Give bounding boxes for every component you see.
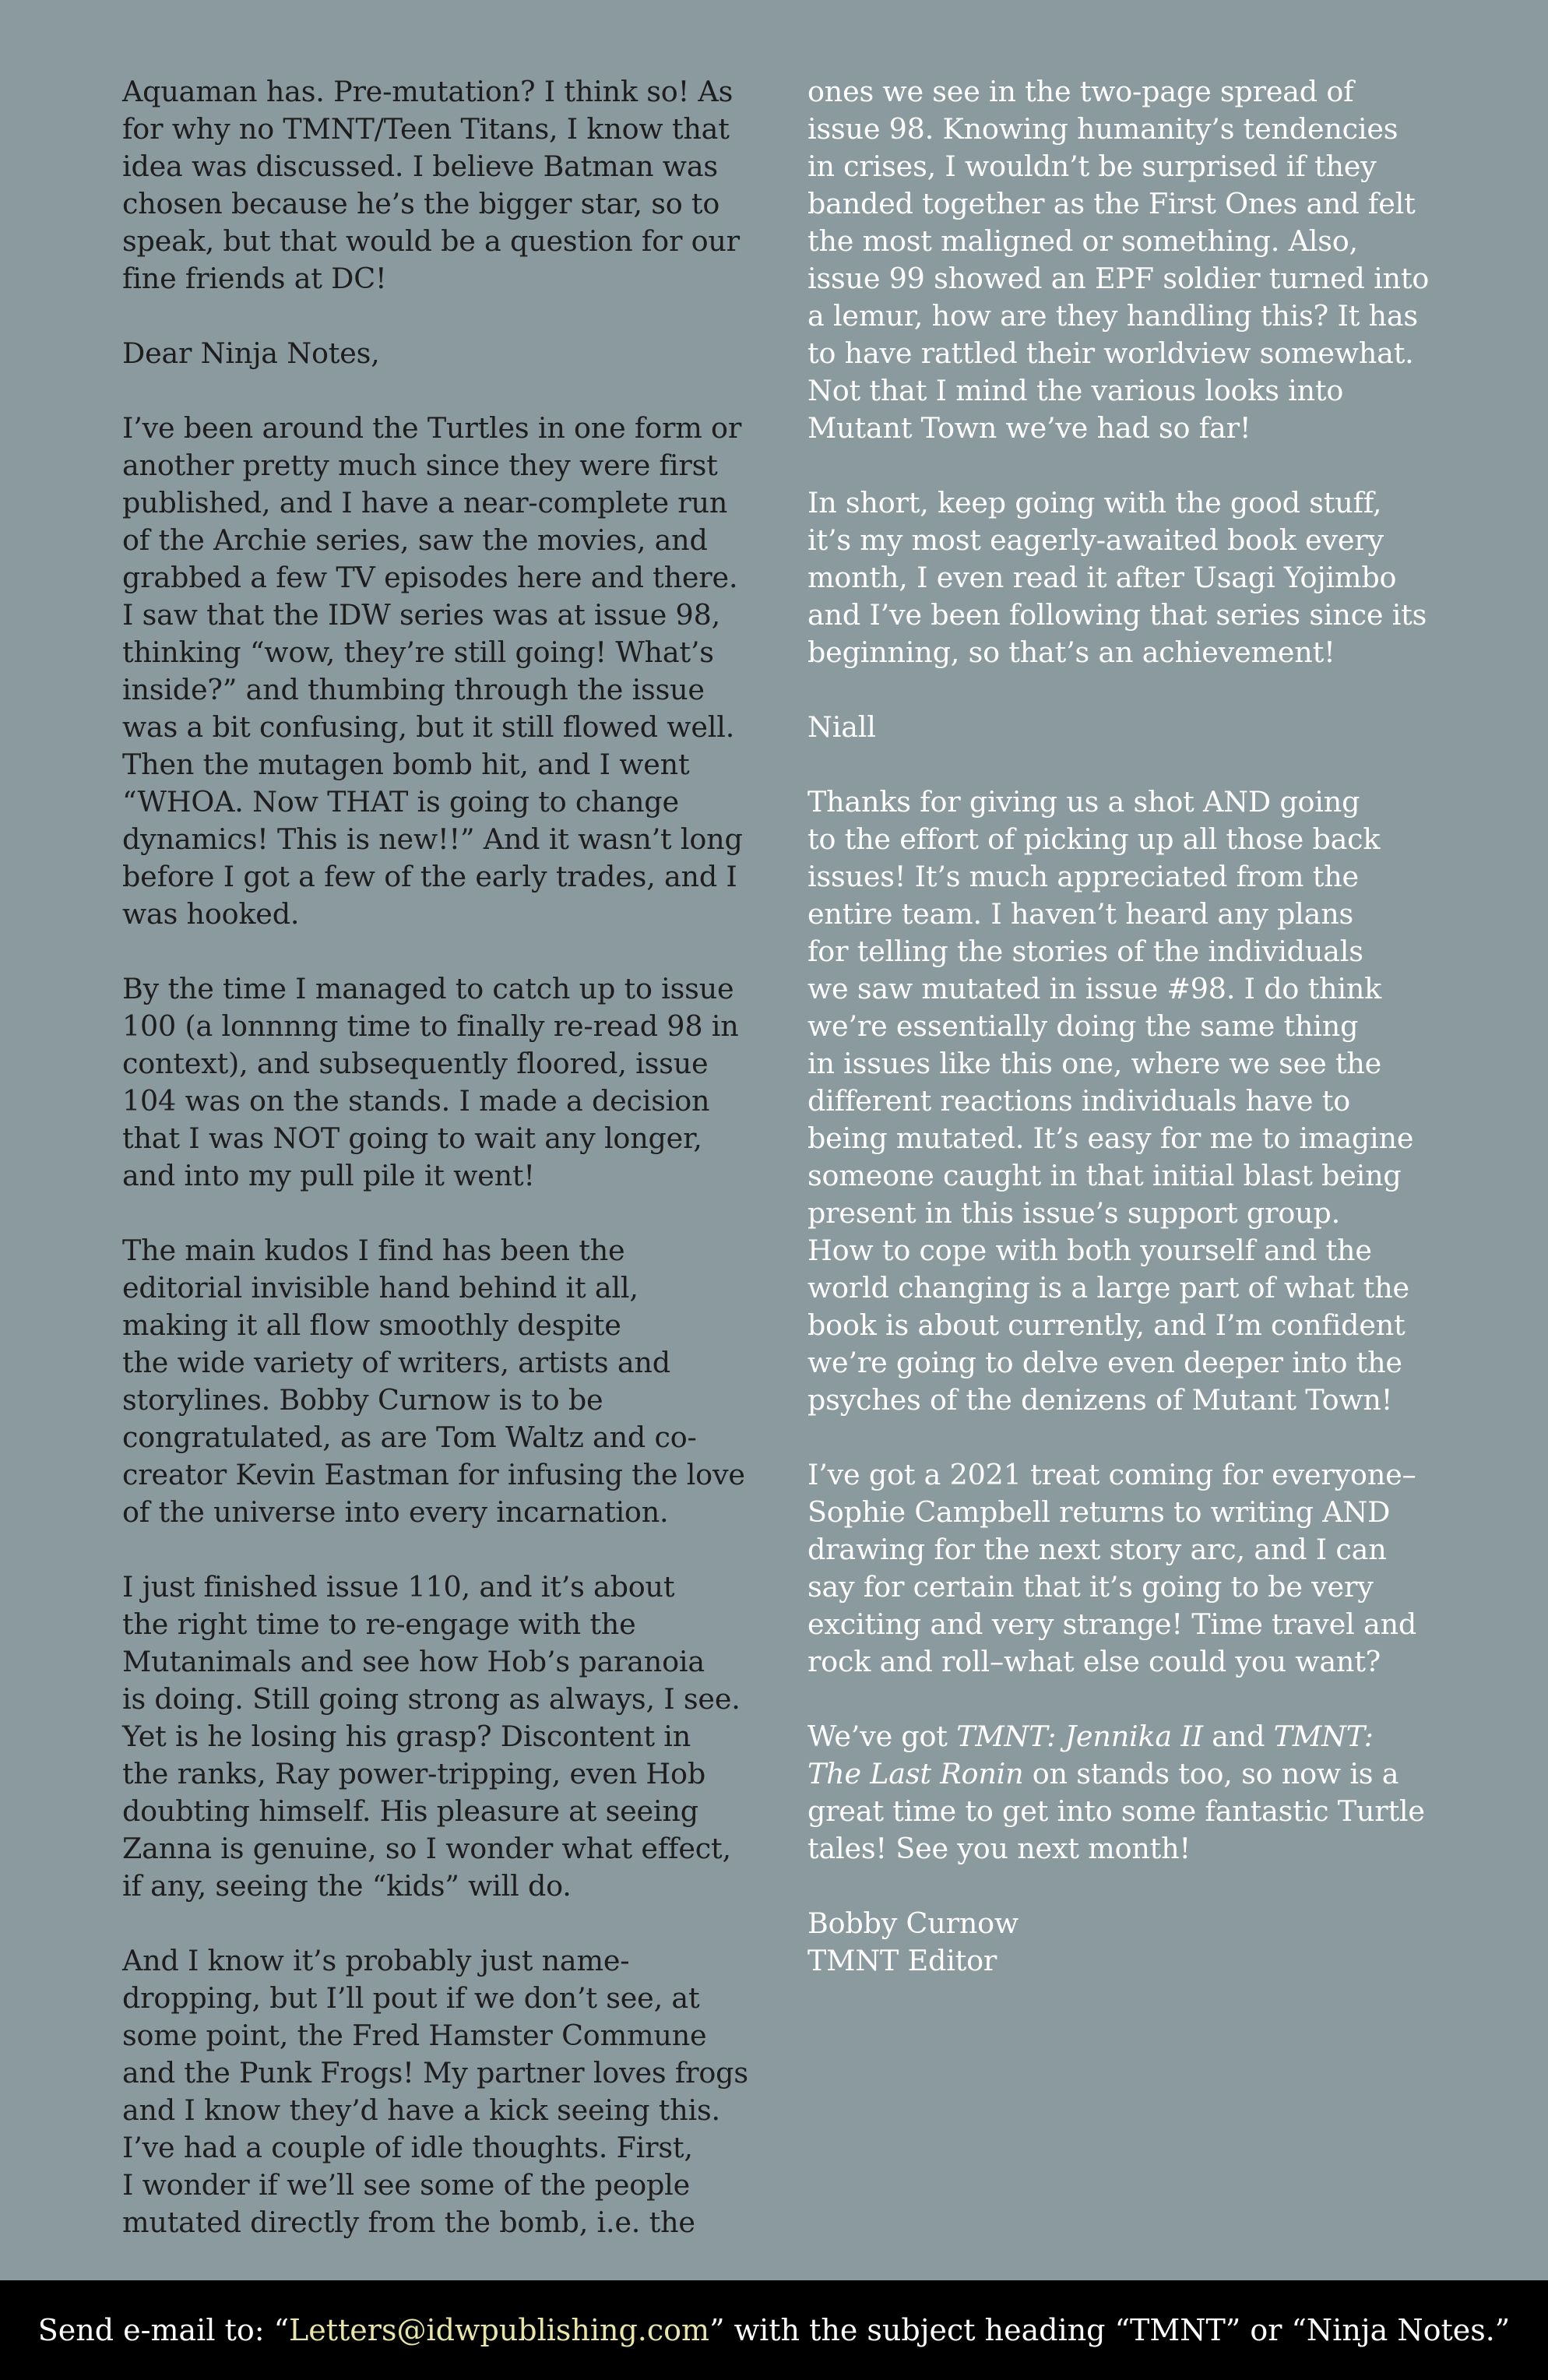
letter-salutation: Dear Ninja Notes,: [122, 336, 380, 370]
editor-reply-paragraph: Thanks for giving us a shot AND going to the effort of picking up all those back issues! It’s much appreciated from the entire team. I haven’t heard any plans for telling the stories of the individuals we saw mutated in issue #98. I do think we’re essentially doing the same thing in issues like this one, where we see the different reactions individuals have to being mutated. It’s easy for me to imagine someone caught in that initial blast being present in this issue’s support group. How to cope with both yourself and the world changing is a large part of what the book is about currently, and I’m confident we’re going to delve even deeper into the psyches of the denizens of Mutant Town!: [807, 785, 1414, 1417]
footer-text: [38, 2313, 1510, 2347]
letter-signature: Niall: [807, 710, 876, 744]
footer-prefix: Send e-mail to: “: [37, 2313, 290, 2347]
letter-paragraph: Aquaman has. Pre-mutation? I think so! As for why no TMNT/Teen Titans, I know that idea was discussed. I believe Batman was chosen because he’s the bigger star, so to speak, but that would be a question for our fine friends at DC!: [122, 75, 740, 295]
reply-text: on stands too, so now is a great time to get into some fantastic Turtle tales! See you next month!: [807, 1757, 1425, 1865]
reply-text: We’ve got: [807, 1720, 957, 1753]
letter-paragraph: By the time I managed to catch up to issue 100 (a lonnnng time to finally re-read 98 in context), and subsequently floored, issue 104 was on the stands. I made a decision that I was NOT going to wait any longer, and into my pull pile it went!: [122, 972, 739, 1192]
book-title: TMNT: Jennika II: [956, 1720, 1203, 1753]
letter-paragraph: The main kudos I find has been the editorial invisible hand behind it all, making it all flow smoothly despite the wide variety of writers, artists and storylines. Bobby Curnow is to be congratulated, as are Tom Waltz and co- creator Kevin Eastman for infusing the love of the universe into every incarnation.: [122, 1234, 745, 1529]
letter-paragraph: And I know it’s probably just name- dropping, but I’ll pout if we don’t see, at some point, the Fred Hamster Commune and the Punk Frogs! My partner loves frogs and I know they’d have a kick seeing this. I’ve had a couple of idle thoughts. First, I wonder if we’ll see some of the people mutated directly from the bomb, i.e. the: [122, 1944, 748, 2239]
letter-column-right: [807, 73, 1454, 1980]
letter-paragraph: In short, keep going with the good stuff, it’s my most eagerly-awaited book every month, I even read it after Usagi Yojimbo and I’ve been following that series since its beginning, so that’s an achievement!: [807, 486, 1427, 669]
footer-bar: [0, 2280, 1548, 2380]
editor-reply-paragraph: [807, 1718, 1454, 1868]
letter-paragraph: I just finished issue 110, and it’s about the right time to re-engage with the Mutanimals and see how Hob’s paranoia is doing. Still going strong as always, I see. Yet is he losing his grasp? Discontent in the ranks, Ray power-tripping, even Hob doubting himself. His pleasure at seeing Zanna is genuine, so I wonder what effect, if any, seeing the “kids” will do.: [122, 1570, 741, 1903]
editor-reply-paragraph: I’ve got a 2021 treat coming for everyone– Sophie Campbell returns to writing AND drawing for the next story arc, and I can say for certain that it’s going to be very exciting and very strange! Time travel and rock and roll–what else could you want?: [807, 1458, 1417, 1678]
letter-column-left: [122, 73, 776, 2241]
email-link[interactable]: Letters@idwpublishing.com: [289, 2313, 710, 2347]
letter-paragraph: ones we see in the two-page spread of issue 98. Knowing humanity’s tendencies in crises, I wouldn’t be surprised if they banded together as the First Ones and felt the most maligned or something. Also, issue 99 showed an EPF soldier turned into a lemur, how are they handling this? It has to have rattled their worldview somewhat. Not that I mind the various looks into Mutant Town we’ve had so far!: [807, 75, 1430, 445]
editor-signature: Bobby Curnow TMNT Editor: [807, 1906, 1019, 1977]
footer-suffix: ” with the subject heading “TMNT” or “Ninja Notes.”: [709, 2313, 1511, 2347]
letter-paragraph: I’ve been around the Turtles in one form or another pretty much since they were first published, and I have a near-complete run of the Archie series, saw the movies, and grabbed a few TV episodes here and there. I saw that the IDW series was at issue 98, thinking “wow, they’re still going! What’s inside?” and thumbing through the issue was a bit confusing, but it still flowed well. Then the mutagen bomb hit, and I went “WHOA. Now THAT is going to change dynamics! This is new!!” And it wasn’t long before I got a few of the early trades, and I was hooked.: [122, 411, 743, 931]
book-title: TMNT: The Last Ronin: [807, 1720, 1374, 1790]
reply-text: and: [1202, 1720, 1274, 1753]
